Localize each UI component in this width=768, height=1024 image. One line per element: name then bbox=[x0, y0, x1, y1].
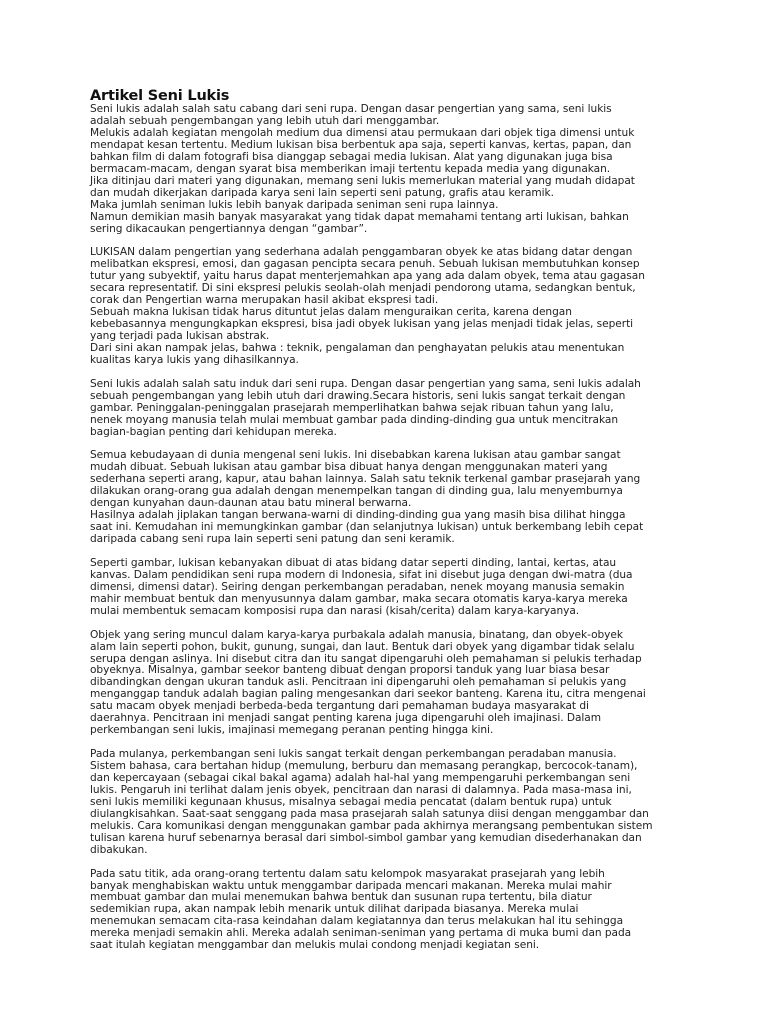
text-line: dan kepercayaan (sebagai cikal bakal agama) adalah hal-hal yang mempengaruhi perkembangan seni bbox=[90, 772, 631, 784]
text-line: sebuah pengembangan yang lebih utuh dari drawing.Secara historis, seni lukis sangat terkait dengan bbox=[90, 389, 626, 402]
text-line: sederhana seperti arang, kapur, atau bahan lainnya. Salah satu teknik terkenal gambar prasejarah yang bbox=[90, 473, 641, 486]
text-line: membuat gambar dan mulai menemukan bahwa bentuk dan susunan rupa tertentu, bila diatur bbox=[90, 891, 592, 904]
text-line: melibatkan ekspresi, emosi, dan gagasan pencipta secara penuh. Sebuah lukisan membutuhkan konsep bbox=[90, 258, 640, 271]
paragraph bbox=[90, 749, 690, 857]
text-line: daripada cabang seni rupa lain seperti seni patung dan seni keramik. bbox=[90, 533, 455, 546]
paragraph bbox=[90, 450, 690, 546]
text-line: dan mudah dikerjakan daripada karya seni lain seperti seni patung, grafis atau keramik. bbox=[90, 186, 554, 199]
text-line: yang terjadi pada lukisan abstrak. bbox=[90, 330, 270, 343]
text-line: Objek yang sering muncul dalam karya-karya purbakala adalah manusia, binatang, dan obyek-obyek bbox=[90, 628, 623, 641]
text-line: saat ini. Kemudahan ini memungkinkan gambar (dan selanjutnya lukisan) untuk berkembang lebih cepat bbox=[90, 521, 644, 534]
text-line: perkembangan seni lukis, imajinasi memegang peranan penting hingga kini. bbox=[90, 724, 494, 737]
text-line: lukis. Pengaruh ini terlihat dalam jenis obyek, pencitraan dan narasi di dalamnya. Pada masa-masa ini, bbox=[90, 783, 632, 796]
text-line: menganggap tanduk adalah bagian paling mengesankan dari seekor banteng. Karena itu, citra mengenai bbox=[90, 688, 646, 701]
document-page bbox=[90, 89, 690, 964]
text-line: Jika ditinjau dari materi yang digunakan, memang seni lukis memerlukan material yang mudah didapat bbox=[90, 174, 635, 187]
text-line: Seni lukis adalah salah satu induk dari seni rupa. Dengan dasar pengertian yang sama, seni lukis adalah bbox=[90, 377, 641, 390]
text-line: sedemikian rupa, akan nampak lebih menarik untuk dilihat daripada biasanya. Mereka mulai bbox=[90, 903, 579, 916]
text-line: Seni lukis adalah salah satu cabang dari seni rupa. Dengan dasar pengertian yang sama, seni lukis bbox=[90, 103, 612, 115]
text-line: banyak menghabiskan waktu untuk menggambar daripada mencari makanan. Mereka mulai mahir bbox=[90, 879, 612, 892]
text-line: dilakukan orang-orang gua adalah dengan menempelkan tangan di dinding gua, lalu menyemburnya bbox=[90, 485, 623, 498]
paragraph bbox=[90, 558, 690, 618]
text-line: tutur yang subyektif, yaitu harus dapat menterjemahkan apa yang ada dalam obyek, tema atau gagasan bbox=[90, 270, 645, 283]
text-line: mereka menjadi semakin ahli. Mereka adalah seniman-seniman yang pertama di muka bumi dan pada bbox=[90, 927, 632, 940]
text-line: dengan kunyahan daun-daunan atau batu mineral berwarna. bbox=[90, 497, 412, 510]
paragraph bbox=[90, 247, 690, 367]
text-line: mudah dibuat. Sebuah lukisan atau gambar bisa dibuat hanya dengan menggunakan materi yang bbox=[90, 461, 608, 474]
text-line: dimensi, dimensi datar). Seiring dengan perkembangan peradaban, nenek moyang manusia semakin bbox=[90, 580, 625, 593]
text-line: melukis. Cara komunikasi dengan menggunakan gambar pada akhirnya merangsang pembentukan sistem bbox=[90, 819, 653, 832]
article-title: Artikel Seni Lukis bbox=[90, 88, 230, 104]
text-line: secara representatif. Di sini ekspresi pelukis seolah-olah menjadi pendorong utama, sedangkan bentuk, bbox=[90, 282, 636, 295]
text-line: tulisan karena huruf sebenarnya berasal dari simbol-simbol gambar yang kemudian disederhanakan dan bbox=[90, 831, 642, 844]
text-line: daerahnya. Pencitraan ini menjadi sangat penting karena juga dipengaruhi oleh imajinasi. Dalam bbox=[90, 712, 602, 725]
paragraph bbox=[90, 379, 690, 439]
text-line: Pada satu titik, ada orang-orang tertentu dalam satu kelompok masyarakat prasejarah yang lebih bbox=[90, 867, 605, 880]
text-line: obyeknya. Misalnya, gambar seekor banteng dibuat dengan proporsi tanduk yang luar biasa besar bbox=[90, 664, 610, 677]
text-line: LUKISAN dalam pengertian yang sederhana adalah penggambaran obyek ke atas bidang datar dengan bbox=[90, 246, 633, 259]
text-line: Semua kebudayaan di dunia mengenal seni lukis. Ini disebabkan karena lukisan atau gambar sangat bbox=[90, 449, 621, 462]
text-line: Pada mulanya, perkembangan seni lukis sangat terkait dengan perkembangan peradaban manusia. bbox=[90, 748, 617, 761]
article-body bbox=[90, 104, 690, 952]
text-line: Sistem bahasa, cara bertahan hidup (memulung, berburu dan memasang perangkap, bercocok-tanam), bbox=[90, 760, 638, 773]
text-line: dibakukan. bbox=[90, 843, 148, 856]
text-line: Hasilnya adalah jiplakan tangan berwana-warni di dinding-dinding gua yang masih bisa dilihat hingga bbox=[90, 509, 626, 522]
text-line: serupa dengan aslinya. Ini disebut citra dan itu sangat dipengaruhi oleh pemahaman si pelukis terhadap bbox=[90, 652, 642, 665]
text-line: adalah sebuah pengembangan yang lebih utuh dari menggambar. bbox=[90, 114, 440, 127]
text-line: mulai membentuk semacam komposisi rupa dan narasi (kisah/cerita) dalam karya-karyanya. bbox=[90, 604, 580, 617]
text-line: Dari sini akan nampak jelas, bahwa : teknik, pengalaman dan penghayatan pelukis atau menentukan bbox=[90, 342, 625, 354]
text-line: kanvas. Dalam pendidikan seni rupa modern di Indonesia, sifat ini disebut juga dengan dwi-matra (dua bbox=[90, 568, 633, 581]
text-line: bagian-bagian penting dari kehidupan mereka. bbox=[90, 425, 337, 438]
text-line: Namun demikian masih banyak masyarakat yang tidak dapat memahami tentang arti lukisan, bahkan bbox=[90, 210, 629, 223]
text-line: gambar. Peninggalan-peninggalan prasejarah memperlihatkan bahwa sejak ribuan tahun yang lalu, bbox=[90, 401, 614, 414]
text-line: kualitas karya lukis yang dihasilkannya. bbox=[90, 353, 299, 366]
text-line: sering dikacaukan pengertiannya dengan “gambar”. bbox=[90, 222, 368, 235]
text-line: bermacam-macam, dengan syarat bisa memberikan imaji tertentu kepada media yang digunakan. bbox=[90, 162, 611, 175]
text-line: Seperti gambar, lukisan kebanyakan dibuat di atas bidang datar seperti dinding, lantai, kertas, atau bbox=[90, 556, 617, 569]
text-line: Maka jumlah seniman lukis lebih banyak daripada seniman seni rupa lainnya. bbox=[90, 198, 499, 211]
text-line: alam lain seperti pohon, bukit, gunung, sungai, dan laut. Bentuk dari obyek yang digambar tidak selalu bbox=[90, 640, 635, 653]
paragraph bbox=[90, 630, 690, 738]
text-line: Melukis adalah kegiatan mengolah medium dua dimensi atau permukaan dari objek tiga dimensi untuk bbox=[90, 126, 635, 139]
text-line: saat itulah kegiatan menggambar dan melukis mulai condong menjadi kegiatan seni. bbox=[90, 939, 540, 952]
text-line: bahkan film di dalam fotografi bisa dianggap sebagai media lukisan. Alat yang digunakan juga bisa bbox=[90, 150, 613, 163]
text-line: nenek moyang manusia telah mulai membuat gambar pada dinding-dinding gua untuk mencitrakan bbox=[90, 413, 618, 426]
text-line: mendapat kesan tertentu. Medium lukisan bisa berbentuk apa saja, seperti kanvas, kertas, papan, dan bbox=[90, 138, 632, 151]
text-line: corak dan Pengertian warna merupakan hasil akibat ekspresi tadi. bbox=[90, 294, 439, 307]
text-line: kebebasannya mengungkapkan ekspresi, bisa jadi obyek lukisan yang jelas menjadi tidak jelas, seperti bbox=[90, 318, 634, 331]
paragraph bbox=[90, 104, 690, 235]
text-line: dibandingkan dengan ukuran tanduk asli. Pencitraan ini dipengaruhi oleh pemahaman si pelukis yang bbox=[90, 676, 627, 689]
text-line: menemukan semacam cita-rasa keindahan dalam kegiatannya dan terus melakukan hal itu sehingga bbox=[90, 915, 624, 928]
text-line: satu macam obyek menjadi berbeda-beda tergantung dari pemahaman budaya masyarakat di bbox=[90, 700, 589, 713]
text-line: Sebuah makna lukisan tidak harus dituntut jelas dalam menguraikan cerita, karena dengan bbox=[90, 306, 572, 319]
paragraph bbox=[90, 869, 690, 953]
text-line: diulangkisahkan. Saat-saat senggang pada masa prasejarah salah satunya diisi dengan menggambar dan bbox=[90, 807, 649, 820]
text-line: seni lukis memiliki kegunaan khusus, misalnya sebagai media pencatat (dalam bentuk rupa) untuk bbox=[90, 795, 612, 808]
text-line: mahir membuat bentuk dan menyusunnya dalam gambar, maka secara otomatis karya-karya mereka bbox=[90, 592, 628, 605]
